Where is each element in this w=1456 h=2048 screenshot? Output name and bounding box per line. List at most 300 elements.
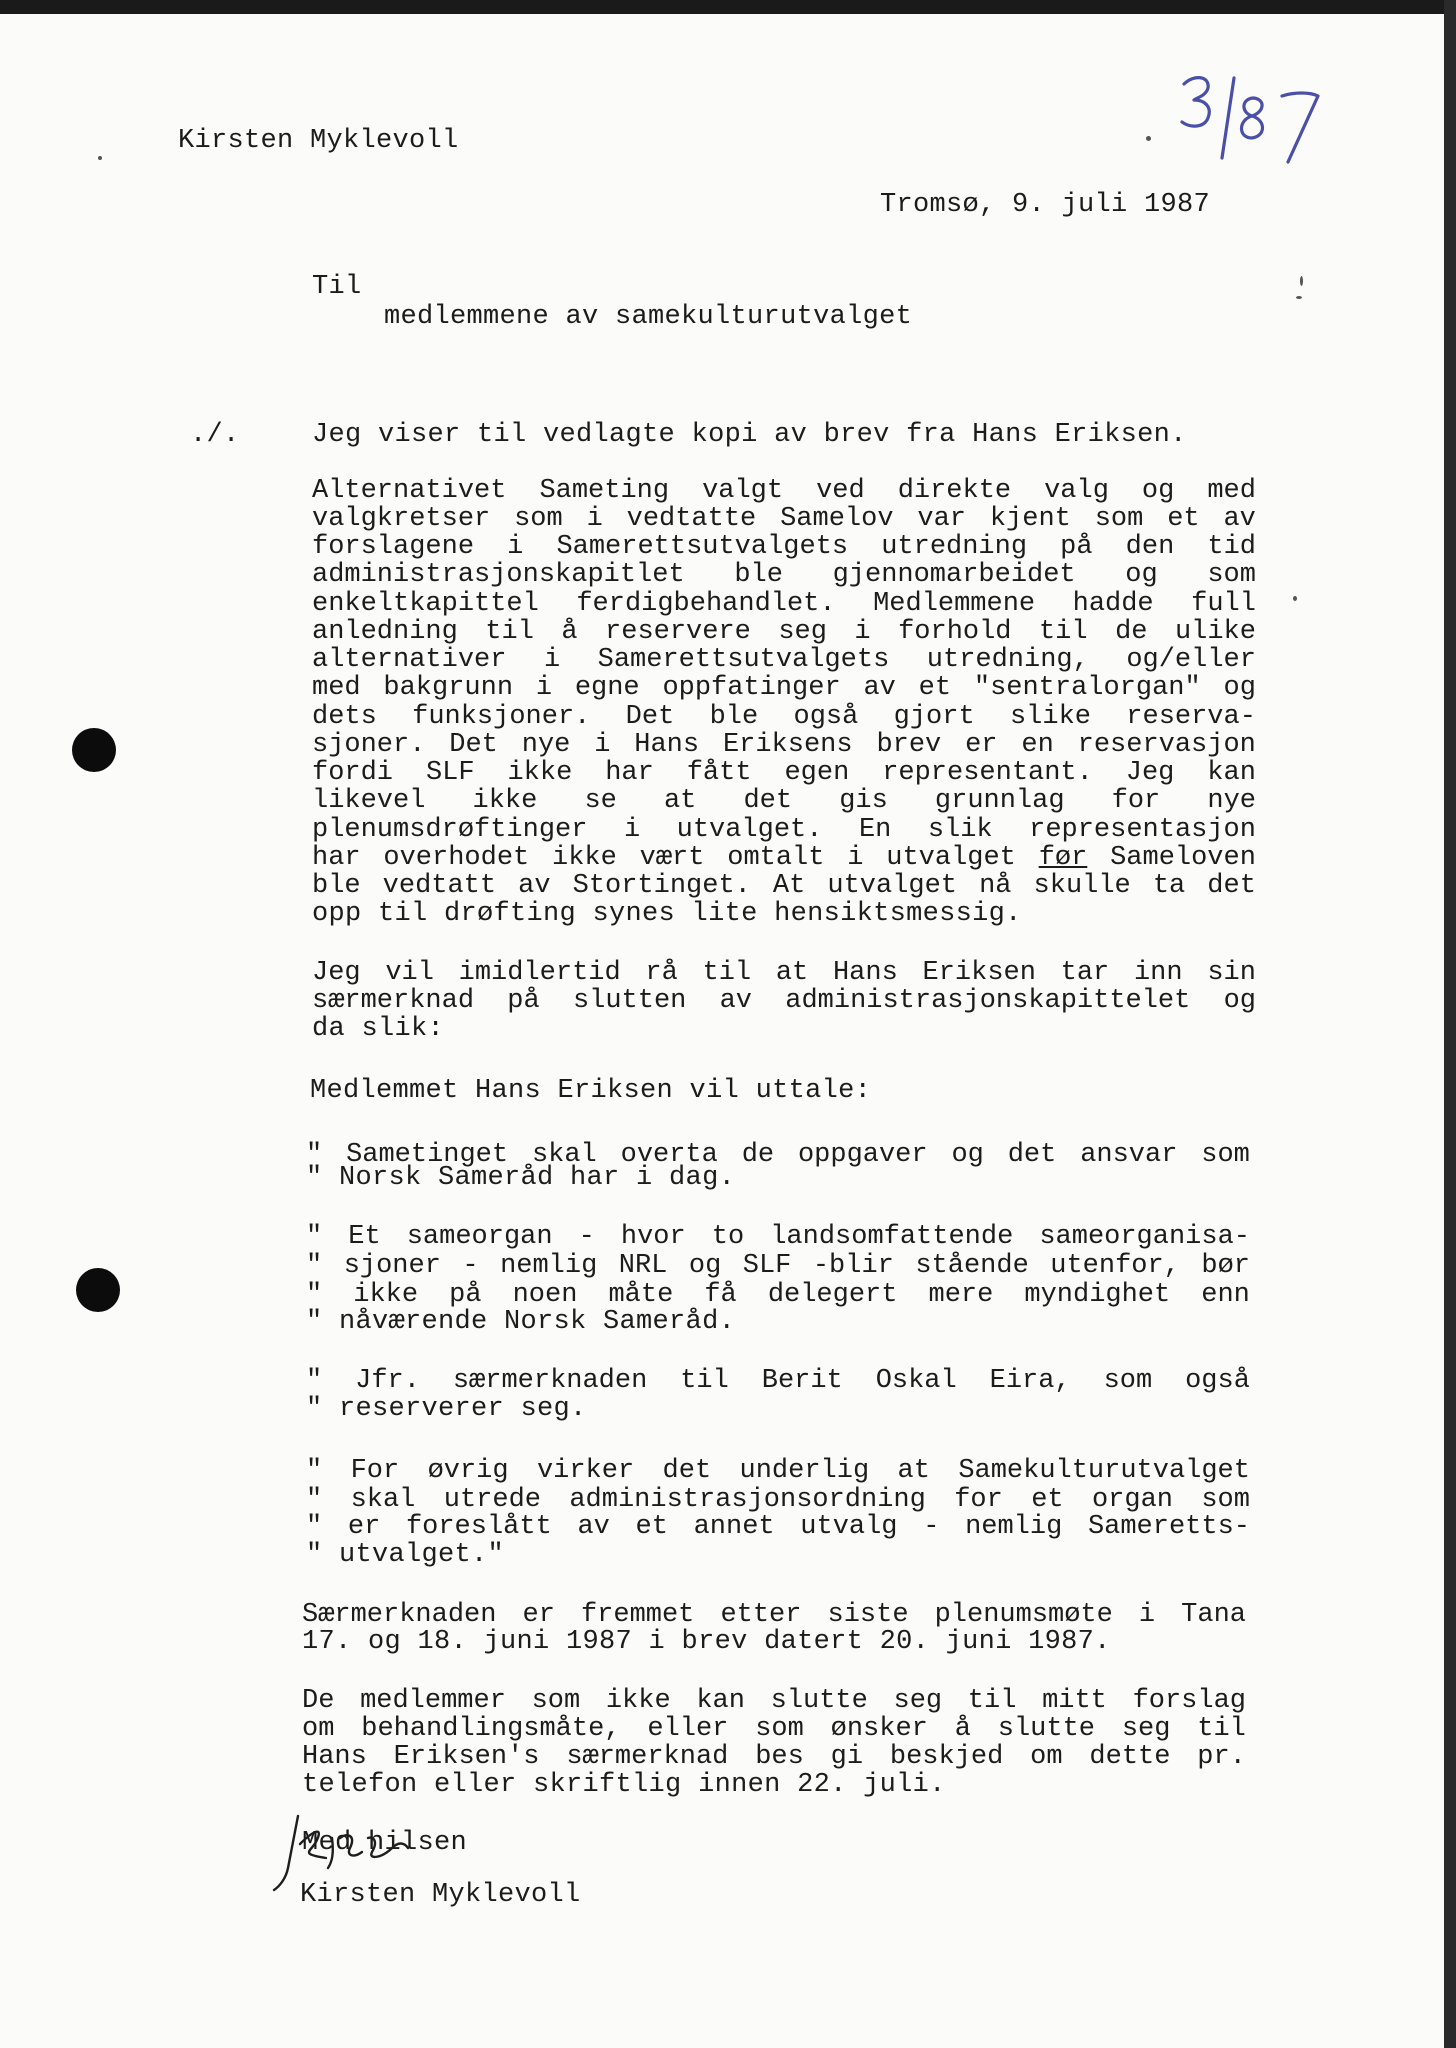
- word: som: [1103, 1366, 1153, 1396]
- word: -: [578, 1222, 595, 1252]
- word: å: [561, 617, 578, 647]
- word: ": [306, 1485, 323, 1515]
- paragraph-note-line: [302, 1600, 1246, 1630]
- word: ikke: [507, 758, 573, 788]
- word: ved: [816, 476, 865, 506]
- word: det: [1207, 871, 1256, 901]
- word: ønsker: [830, 1714, 928, 1744]
- word: Samelov: [780, 504, 894, 534]
- word: -: [462, 1251, 479, 1281]
- signature-name: Kirsten Myklevoll: [300, 1880, 581, 1910]
- word: Oskal: [875, 1366, 957, 1396]
- paragraph-proposal-line: [312, 958, 1256, 988]
- paragraph-main-line: [312, 673, 1256, 703]
- word: nå: [979, 871, 1012, 901]
- word: foreslått: [405, 1512, 552, 1542]
- word: delegert: [767, 1280, 898, 1310]
- word: SLF: [742, 1251, 792, 1281]
- word: beskjed: [889, 1742, 1004, 1772]
- paragraph-main-line: [312, 702, 1256, 732]
- word: mitt: [1042, 1686, 1107, 1716]
- quote-line: " Norsk Sameråd har i dag.: [306, 1163, 736, 1193]
- word: ble: [312, 871, 361, 901]
- word: funksjoner.: [412, 702, 591, 732]
- scan-speck: [1293, 596, 1297, 601]
- word: De: [302, 1686, 335, 1716]
- word: på: [1060, 532, 1093, 562]
- word: det: [662, 1456, 712, 1486]
- quote-line: [306, 1512, 1250, 1542]
- quote-line: [306, 1485, 1250, 1515]
- word: representasjon: [1029, 815, 1256, 845]
- word: overhodet: [383, 843, 530, 873]
- word: ikke: [353, 1280, 419, 1310]
- word: ": [306, 1512, 323, 1542]
- word: særmerknaden: [452, 1366, 648, 1396]
- paragraph-main-line: [312, 617, 1256, 647]
- quote-line: " utvalget.": [306, 1540, 505, 1570]
- word: fremmet: [580, 1600, 695, 1630]
- word: Berit: [761, 1366, 843, 1396]
- word: det: [743, 786, 793, 816]
- word: av: [518, 871, 551, 901]
- word: Jeg: [312, 958, 361, 988]
- word: til: [680, 1366, 729, 1396]
- quote-line: [306, 1366, 1250, 1396]
- word: Sametinget: [346, 1140, 509, 1170]
- paragraph-request-line: [302, 1686, 1246, 1716]
- word: gis: [839, 786, 888, 816]
- word: har: [312, 843, 361, 873]
- word: At: [772, 871, 806, 901]
- word: slik: [927, 815, 993, 845]
- word: hvor: [620, 1222, 686, 1252]
- paragraph-main-line: [312, 786, 1256, 816]
- word: sjoner: [343, 1251, 441, 1281]
- word: ulike: [1174, 617, 1256, 647]
- word: reservere: [605, 617, 751, 647]
- word: før: [1038, 843, 1088, 873]
- word: Alternativet: [312, 476, 507, 506]
- word: dets: [312, 702, 377, 732]
- enclosure-mark: ./.: [190, 420, 240, 450]
- word: se: [584, 786, 617, 816]
- paragraph-main-line: [312, 815, 1256, 845]
- word: virker: [536, 1456, 635, 1486]
- word: likevel: [312, 786, 426, 816]
- scan-speck: [1296, 296, 1302, 299]
- quote-line: [306, 1222, 1250, 1252]
- word: egne: [574, 673, 640, 703]
- word: Det: [625, 702, 675, 732]
- word: Eriksens: [722, 730, 853, 760]
- word: få: [704, 1280, 737, 1310]
- paragraph-main-line: [312, 532, 1256, 562]
- paragraph-proposal-line: da slik:: [312, 1014, 445, 1044]
- word: at: [897, 1456, 930, 1486]
- quote-line: [306, 1251, 1250, 1281]
- paragraph-main-line: opp til drøfting synes lite hensiktsmessig.: [312, 899, 1022, 929]
- salutation-to: Til: [312, 272, 362, 302]
- word: representant.: [882, 758, 1093, 788]
- word: Samerettsutvalgets: [597, 645, 890, 675]
- sender-name: Kirsten Myklevoll: [178, 126, 459, 156]
- word: skal: [531, 1140, 597, 1170]
- word: Jfr.: [355, 1366, 420, 1396]
- punch-hole-upper: [72, 728, 116, 772]
- word: sin: [1207, 958, 1256, 988]
- word: overta: [620, 1140, 718, 1170]
- word: kan: [1207, 758, 1256, 788]
- scan-speck: [1146, 136, 1151, 141]
- word: Eriksen: [922, 958, 1036, 988]
- word: og: [1223, 986, 1256, 1016]
- word: nemlig: [965, 1512, 1063, 1542]
- word: myndighet: [1024, 1280, 1171, 1310]
- word: landsomfattende: [770, 1222, 1014, 1252]
- word: i: [594, 730, 611, 760]
- word: til: [967, 1686, 1017, 1716]
- paragraph-proposal-line: [312, 986, 1256, 1016]
- word: som: [1094, 504, 1144, 534]
- paragraph-intro: Jeg viser til vedlagte kopi av brev fra Hans Eriksen.: [312, 420, 1187, 450]
- word: tid: [1207, 532, 1256, 562]
- word: også: [793, 702, 859, 732]
- word: i: [586, 504, 603, 534]
- word: Sameloven: [1110, 843, 1256, 873]
- paragraph-main-line: [312, 504, 1256, 534]
- word: valgkretser: [312, 504, 491, 534]
- word: fått: [686, 758, 752, 788]
- word: slutte: [997, 1714, 1095, 1744]
- word: Hans: [832, 958, 898, 988]
- word: og: [688, 1251, 722, 1281]
- word: rå: [645, 958, 678, 988]
- word: gi: [830, 1742, 864, 1772]
- word: på: [507, 986, 540, 1016]
- word: og: [1223, 673, 1256, 703]
- word: av: [719, 986, 753, 1016]
- word: Tana: [1181, 1600, 1246, 1630]
- word: som: [531, 1686, 581, 1716]
- word: i: [543, 645, 561, 675]
- word: vedtatt: [382, 871, 497, 901]
- word: med: [312, 673, 361, 703]
- paragraph-main-line: [312, 560, 1256, 590]
- word: ansvar: [1080, 1140, 1178, 1170]
- word: et: [635, 1512, 668, 1542]
- word: eller: [647, 1714, 729, 1744]
- word: stående: [915, 1251, 1029, 1281]
- punch-hole-lower: [76, 1268, 120, 1312]
- word: administrasjonsordning: [569, 1485, 926, 1515]
- word: reserva-: [1126, 702, 1256, 732]
- word: forhold: [898, 617, 1012, 647]
- word: vedtatte: [626, 504, 757, 534]
- word: er: [522, 1600, 555, 1630]
- word: bør: [1201, 1251, 1250, 1281]
- word: Stortinget.: [572, 871, 751, 901]
- scan-speck: [98, 156, 102, 160]
- word: i: [847, 843, 864, 873]
- word: Eriksen's: [393, 1742, 540, 1772]
- word: ": [306, 1456, 323, 1486]
- word: utenfor,: [1050, 1251, 1180, 1281]
- word: de: [741, 1140, 775, 1170]
- word: det: [1007, 1140, 1057, 1170]
- word: som: [1201, 1140, 1250, 1170]
- paragraph-request-line: telefon eller skriftlig innen 22. juli.: [302, 1770, 946, 1800]
- word: har: [605, 758, 654, 788]
- word: utredning: [881, 532, 1028, 562]
- word: plenumsdrøftinger: [312, 815, 588, 845]
- scan-edge-right: [1444, 0, 1456, 2048]
- word: av: [577, 1512, 610, 1542]
- word: et: [918, 673, 952, 703]
- word: utvalget: [827, 871, 958, 901]
- word: seg: [1121, 1714, 1171, 1744]
- word: ": [306, 1222, 323, 1252]
- word: til: [1038, 617, 1088, 647]
- word: For: [350, 1456, 400, 1486]
- word: nye: [521, 730, 571, 760]
- word: dette: [1089, 1742, 1171, 1772]
- word: medlemmer: [360, 1686, 506, 1716]
- word: noen: [512, 1280, 578, 1310]
- quote-line: [306, 1280, 1250, 1310]
- word: "sentralorgan": [973, 673, 1201, 703]
- paragraph-main-line: [312, 843, 1256, 873]
- word: ikke: [605, 1686, 671, 1716]
- word: av: [1223, 504, 1256, 534]
- word: seg: [778, 617, 827, 647]
- word: administrasjonskapitlet: [312, 560, 685, 590]
- word: nye: [1207, 786, 1256, 816]
- word: fordi: [312, 758, 394, 788]
- word: skulle: [1033, 871, 1131, 901]
- quote-line: " reserverer seg.: [306, 1394, 587, 1424]
- word: øvrig: [427, 1456, 509, 1486]
- word: alternativer: [312, 645, 507, 675]
- word: inn: [1133, 958, 1183, 988]
- closing: Med hilsen: [302, 1828, 468, 1858]
- word: Sameting: [539, 476, 670, 506]
- word: i: [535, 673, 553, 703]
- word: særmerknad: [312, 986, 475, 1016]
- word: særmerknad: [566, 1742, 729, 1772]
- word: den: [1125, 532, 1175, 562]
- word: utrede: [443, 1485, 541, 1515]
- word: ferdigbehandlet.: [576, 589, 836, 619]
- word: gjennomarbeidet: [832, 560, 1076, 590]
- word: brev: [876, 730, 942, 760]
- word: med: [1207, 476, 1256, 506]
- word: til: [485, 617, 534, 647]
- word: direkte: [897, 476, 1012, 506]
- word: Eira,: [989, 1366, 1071, 1396]
- paragraph-main-line: [312, 476, 1256, 506]
- word: og: [1141, 476, 1175, 506]
- word: som: [755, 1714, 804, 1744]
- word: ": [306, 1251, 323, 1281]
- word: anledning: [312, 617, 458, 647]
- word: i: [854, 617, 871, 647]
- word: forslagene: [312, 532, 475, 562]
- paragraph-main-line: [312, 758, 1256, 788]
- word: var: [917, 504, 966, 534]
- word: bakgrunn: [383, 673, 514, 703]
- word: mere: [928, 1280, 994, 1310]
- word: Hans: [634, 730, 700, 760]
- word: Hans: [302, 1742, 367, 1772]
- word: til: [1197, 1714, 1246, 1744]
- word: administrasjonskapittelet: [785, 986, 1191, 1016]
- word: som: [1207, 560, 1256, 590]
- word: sameorganisa-: [1039, 1222, 1250, 1252]
- word: Jeg: [1125, 758, 1175, 788]
- word: Det: [449, 730, 498, 760]
- paragraph-main-line: [312, 645, 1256, 675]
- word: egen: [784, 758, 850, 788]
- paragraph-main-line: [312, 871, 1256, 901]
- word: vært: [639, 843, 705, 873]
- word: til: [702, 958, 752, 988]
- word: et: [1031, 1485, 1064, 1515]
- word: at: [663, 786, 697, 816]
- word: ta: [1152, 871, 1186, 901]
- word: annet: [693, 1512, 775, 1542]
- word: i: [507, 532, 524, 562]
- word: enn: [1201, 1280, 1250, 1310]
- word: og/eller: [1126, 645, 1256, 675]
- word: å: [954, 1714, 971, 1744]
- word: utvalget: [886, 843, 1016, 873]
- word: to: [711, 1222, 745, 1252]
- word: som: [514, 504, 563, 534]
- word: ikke: [552, 843, 617, 873]
- word: på: [449, 1280, 482, 1310]
- word: er: [965, 730, 998, 760]
- paragraph-note-line: 17. og 18. juni 1987 i brev datert 20. juni 1987.: [302, 1627, 1111, 1657]
- word: en: [1021, 730, 1054, 760]
- paragraph-statement-intro: Medlemmet Hans Eriksen vil uttale:: [310, 1076, 872, 1106]
- word: gjort: [893, 702, 975, 732]
- word: for: [1111, 786, 1161, 816]
- word: skal: [350, 1485, 416, 1515]
- word: også: [1185, 1366, 1250, 1396]
- word: utvalget.: [676, 815, 823, 845]
- word: Samekulturutvalget: [958, 1456, 1250, 1486]
- word: imidlertid: [458, 958, 621, 988]
- word: underlig: [739, 1456, 870, 1486]
- word: er: [347, 1512, 381, 1542]
- word: Særmerknaden: [302, 1600, 497, 1630]
- word: at: [775, 958, 809, 988]
- word: vil: [385, 958, 434, 988]
- word: behandlingsmåte,: [361, 1714, 621, 1744]
- word: nemlig: [500, 1251, 598, 1281]
- word: valg: [1044, 476, 1109, 506]
- word: måte: [608, 1280, 674, 1310]
- word: omtalt: [727, 843, 825, 873]
- paragraph-main-line: [312, 589, 1256, 619]
- paragraph-request-line: [302, 1714, 1246, 1744]
- word: enkeltkapittel: [312, 589, 539, 619]
- word: plenumsmøte: [934, 1600, 1113, 1630]
- word: Et: [348, 1222, 381, 1252]
- word: etter: [720, 1600, 802, 1630]
- word: oppgaver: [797, 1140, 928, 1170]
- word: NRL: [618, 1251, 668, 1281]
- word: ble: [709, 702, 759, 732]
- word: for: [954, 1485, 1003, 1515]
- paragraph-main-line: [312, 730, 1256, 760]
- archive-number-handwritten: [1176, 70, 1326, 170]
- word: organ: [1091, 1485, 1173, 1515]
- word: seg: [893, 1686, 943, 1716]
- word: og: [1125, 560, 1158, 590]
- word: slutten: [572, 986, 687, 1016]
- word: i: [1138, 1600, 1156, 1630]
- word: i: [623, 815, 641, 845]
- scan-speck: [1300, 276, 1303, 286]
- word: reservasjon: [1077, 730, 1256, 760]
- paragraph-request-line: [302, 1742, 1246, 1772]
- word: forslag: [1132, 1686, 1246, 1716]
- word: og: [951, 1140, 984, 1170]
- word: -: [923, 1512, 940, 1542]
- quote-line: " nåværende Norsk Sameråd.: [306, 1307, 736, 1337]
- word: -blir: [812, 1251, 894, 1281]
- salutation-recipients: medlemmene av samekulturutvalget: [384, 302, 913, 332]
- scan-edge-top: [0, 0, 1456, 14]
- word: ble: [734, 560, 783, 590]
- word: ikke: [472, 786, 538, 816]
- word: utredning,: [926, 645, 1089, 675]
- word: sameorgan: [406, 1222, 553, 1252]
- word: slutte: [770, 1686, 868, 1716]
- word: tar: [1060, 958, 1110, 988]
- word: om: [1030, 1742, 1063, 1772]
- word: de: [1115, 617, 1148, 647]
- word: SLF: [425, 758, 475, 788]
- word: En: [858, 815, 892, 845]
- word: oppfatinger: [662, 673, 841, 703]
- word: valgt: [702, 476, 784, 506]
- word: om: [302, 1714, 335, 1744]
- word: Samerettsutvalgets: [556, 532, 849, 562]
- word: ": [306, 1140, 323, 1170]
- word: pr.: [1197, 1742, 1246, 1772]
- word: slike: [1009, 702, 1091, 732]
- word: ": [306, 1280, 323, 1310]
- word: kjent: [989, 504, 1071, 534]
- word: grunnlag: [934, 786, 1065, 816]
- word: Sameretts-: [1087, 1512, 1250, 1542]
- word: kan: [696, 1686, 745, 1716]
- word: siste: [827, 1600, 909, 1630]
- word: et: [1167, 504, 1200, 534]
- word: av: [863, 673, 896, 703]
- word: utvalg: [800, 1512, 898, 1542]
- place-date: Tromsø, 9. juli 1987: [880, 190, 1211, 220]
- word: bes: [755, 1742, 804, 1772]
- word: full: [1191, 589, 1256, 619]
- word: Medlemmene: [873, 589, 1036, 619]
- word: som: [1201, 1485, 1250, 1515]
- quote-line: [306, 1456, 1250, 1486]
- word: sjoner.: [312, 730, 426, 760]
